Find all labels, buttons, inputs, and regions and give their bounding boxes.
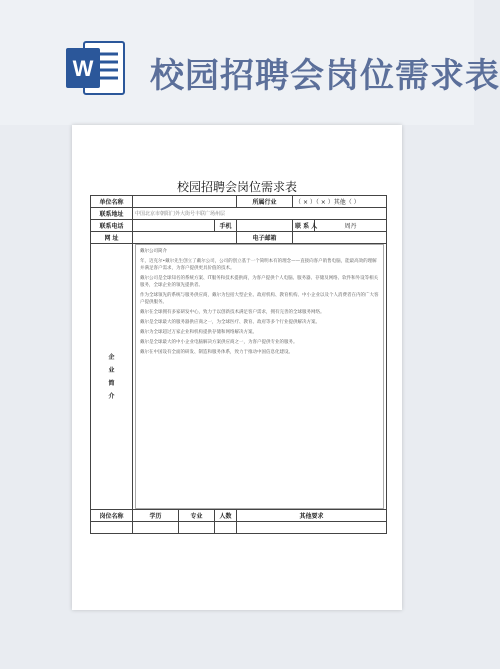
headcount-label: 人数: [215, 510, 237, 522]
industry-options[interactable]: （ × ）（ × ）其他（ ）: [293, 196, 387, 208]
headcount-field[interactable]: [215, 522, 237, 534]
industry-label: 所属行业: [237, 196, 293, 208]
intro-paragraph: 年，迈克尔•戴尔先生创立了戴尔公司，公司的创立基于一个简明本有的理念——直接向客户销售电脑，能最高效的理解并满足客户需求，为客户提供更具价值的技术。: [140, 259, 377, 271]
position-label: 岗位名称: [91, 510, 133, 522]
address-value[interactable]: 中国北京市朝阳门外大街号丰联广场州层: [133, 208, 387, 220]
intro-paragraph: 戴尔为全球超过万家企业和机构提供存储和网络解决方案。: [140, 330, 257, 335]
intro-paragraph: 戴尔是全球最大的中小企业电脑解决方案供应商之一，为客户提供专业的服务。: [140, 340, 298, 345]
document-title: 校园招聘会岗位需求表: [176, 180, 297, 194]
company-intro-cell[interactable]: [133, 244, 387, 510]
major-field[interactable]: [179, 522, 215, 534]
phone-label: 联系电话: [91, 220, 133, 232]
intro-label: [91, 244, 133, 510]
education-label: 学历: [133, 510, 179, 522]
intro-paragraph: 戴尔公司是全球知名的系统方案、IT服务和技术提供商，为客户提供个人电脑、服务器、存储及网络、软件和外设等相关服务，全球企业的领先提供者。: [140, 276, 379, 288]
intro-paragraph: 戴尔在中国设有全面的研发、制造和服务体系，致力于推动中国信息化建设。: [140, 350, 293, 355]
email-field[interactable]: [293, 232, 387, 244]
other-requirements-field[interactable]: [237, 522, 387, 534]
contact-label: 联 系 人: [293, 220, 315, 232]
website-label: 网 址: [91, 232, 133, 244]
other-requirements-label: 其他要求: [237, 510, 387, 522]
mobile-label: 手机: [215, 220, 237, 232]
document-page: [72, 125, 402, 610]
intro-paragraph: 作为全球领先的系统与服务供应商，戴尔为包括大型企业、政府机构、教育机构、中小企业以及个人消费者在内的广大客户提供服务。: [140, 293, 379, 305]
website-field[interactable]: [133, 232, 237, 244]
intro-label-char: 简: [108, 379, 115, 387]
requirement-form: [90, 195, 387, 534]
header-title: 校园招聘会岗位需求表: [150, 56, 500, 96]
intro-heading: 戴尔公司简介: [140, 249, 167, 254]
word-icon: [64, 36, 128, 100]
svg-text:W: W: [72, 56, 94, 81]
position-field[interactable]: [91, 522, 133, 534]
education-field[interactable]: [133, 522, 179, 534]
intro-label-char: 介: [108, 392, 115, 400]
address-label: 联系地址: [91, 208, 133, 220]
intro-label-char: 企: [108, 353, 115, 361]
company-intro-box: [135, 244, 384, 509]
page-header: [0, 0, 500, 125]
unit-name-label: 单位名称: [91, 196, 133, 208]
phone-field[interactable]: [133, 220, 215, 232]
mobile-field[interactable]: [237, 220, 293, 232]
unit-name-field[interactable]: [133, 196, 237, 208]
email-label: 电子邮箱: [237, 232, 293, 244]
intro-paragraph: 戴尔在全球拥有多家研发中心，致力于以创新技术满足客户需求，拥有完善的全球服务网络。: [140, 310, 325, 315]
contact-value[interactable]: 周丹: [315, 220, 387, 232]
intro-label-char: 业: [108, 366, 115, 374]
intro-paragraph: 戴尔是全球最大的服务器供应商之一，为全球医疗、教育、政府等多个行业提供解决方案。: [140, 320, 320, 325]
major-label: 专业: [179, 510, 215, 522]
